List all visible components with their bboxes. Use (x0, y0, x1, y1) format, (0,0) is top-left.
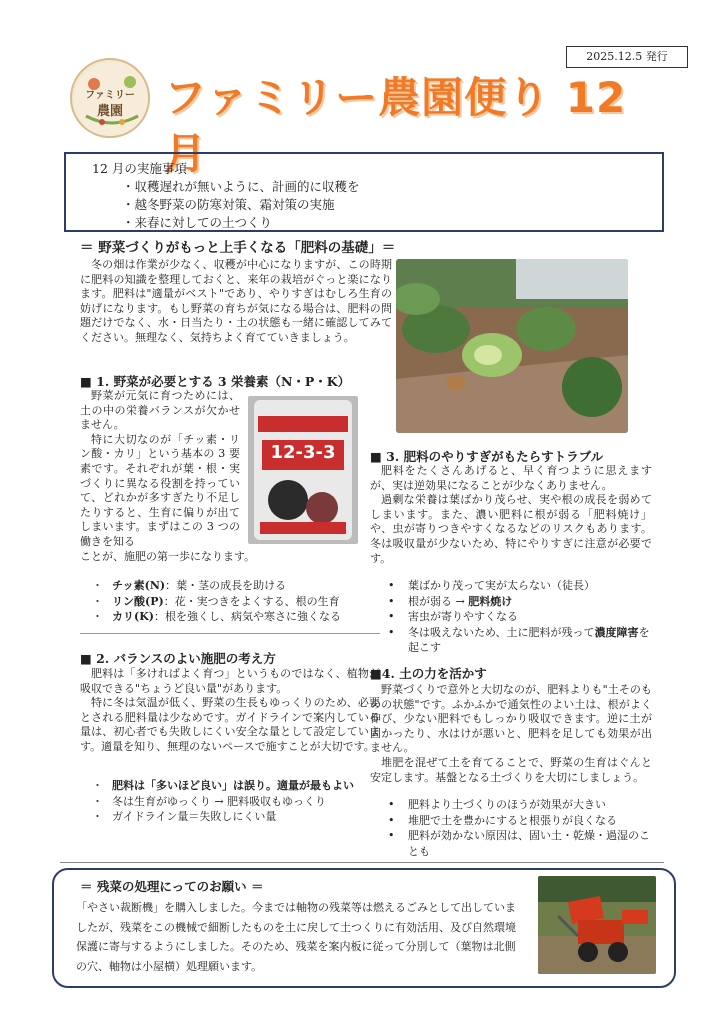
logo-line1: ファミリー (85, 90, 135, 101)
notice-heading: ＝ 残菜の処理にってのお願い ＝ (80, 879, 264, 894)
nutrient-key: チッ素(N) (112, 579, 166, 592)
nutrient-text: ：根を強くし、病気や寒さに強くなる (153, 610, 341, 623)
nutrient-list (92, 578, 372, 625)
list-item: • 根が弱る → 肥料焼け (388, 594, 513, 608)
section2-p2: 特に冬は気温が低く、野菜の生長もゆっくりのため、必要とされる肥料量は少なめです。ガイドラインで案内している量は、初心者でも失敗しにくい安全な量として設定しています。適量を知り、無理のないペースで施すことが大切です。 (80, 696, 380, 753)
nutrient-key: カリ(K) (112, 610, 154, 623)
section3-body (370, 464, 652, 566)
soil-list (388, 797, 658, 859)
list-item: • 害虫が寄りやすくなる (388, 610, 518, 623)
divider (80, 633, 380, 634)
list-item: ・ リン酸(P)：花・実つきをよくする、根の生育 (92, 594, 340, 608)
list-item-bold: 肥料焼け (468, 594, 513, 608)
section1-body (80, 389, 240, 550)
list-item: ・ 肥料は「多いほど良い」は誤り。適量が最もよい (92, 779, 354, 792)
newsletter-title: ファミリー農園便り 12 月 (164, 73, 627, 178)
divider (60, 862, 664, 863)
tasks-heading: 12 月の実施事項 (92, 161, 187, 176)
list-item: ・ チッ素(N)：葉・茎の成長を助ける (92, 579, 287, 592)
section3-p1: 肥料をたくさんあげると、早く育つように思えますが、実は逆効果になることが少なくありません。 (370, 464, 652, 492)
list-item-tail: を起こす (408, 625, 650, 654)
list-item: • 肥料が効かない原因は、固い土・乾燥・過湿のことも (388, 828, 658, 859)
logo-line2: 農園 (96, 104, 123, 119)
main-heading: ＝ 野菜づくりがもっと上手くなる「肥料の基礎」＝ (80, 240, 396, 256)
section1-body-a: 野菜が元気に育つためには、土の中の栄養バランスが欠かせません。 (80, 389, 240, 432)
list-item: ・ ガイドライン量＝失敗しにくい量 (92, 810, 277, 823)
list-item: ・ カリ(K)：根を強くし、病気や寒さに強くなる (92, 610, 341, 623)
balance-list (92, 778, 382, 825)
notice-body: 「やさい裁断機」を購入しました。今までは軸物の残菜等は燃えるごみとして出していましたが、残菜をこの機械で細断したものを土に戻して土つくりに有効活用、及び自然環境保護に寄与するようにしました。そのため、残菜を案内板に従って分別して（葉物は北側の穴、軸物は小屋横）処理願います。 (76, 901, 516, 973)
list-item-text: 害虫が寄りやすくなる (408, 610, 518, 623)
section3-heading: ■ 3. 肥料のやりすぎがもたらすトラブル (370, 449, 604, 464)
monthly-tasks-box (64, 152, 664, 232)
list-item-text: ガイドライン量＝失敗しにくい量 (112, 810, 277, 823)
bag-label: 12-3-3 (270, 442, 336, 463)
list-item: • 葉ばかり茂って実が太らない（徒長） (388, 579, 595, 592)
list-item-text: 根が弱る → (408, 594, 469, 608)
list-item-text: 肥料より土づくりのほうが効果が大きい (408, 798, 606, 811)
section2-p1: 肥料は「多ければよく育つ」というものではなく、植物が吸収できる"ちょうど良い量"があります。 (80, 667, 380, 695)
issue-date: 2025.12.5 発行 (566, 46, 688, 68)
section1-heading: ■ 1. 野菜が必要とする 3 栄養素（N・P・K） (80, 374, 351, 389)
list-item-text: 冬は吸えないため、土に肥料が残って (408, 625, 595, 639)
section4-heading: ■4. 土の力を活かす (370, 666, 487, 681)
task-item: ・収穫遅れが無いように、計画的に収穫を (122, 179, 360, 194)
list-item: • 冬は吸えないため、土に肥料が残って濃度障害を起こす (388, 625, 650, 654)
section3-p2: 過剰な栄養は葉ばかり茂らせ、実や根の成長を弱めてしまいます。また、濃い肥料に根が弱る「肥料焼け」や、虫が寄りつきやすくなるなどのリスクもあります。冬は吸収量が少ないため、特にやりすぎに注意が必要です。 (370, 493, 652, 565)
section2-body (80, 667, 380, 755)
section2-heading: ■ 2. バランスのよい施肥の考え方 (80, 651, 276, 666)
section4-p1: 野菜づくりで意外と大切なのが、肥料よりも"土そのものの状態"です。ふかふかで通気性のよい土は、根がよく伸び、少ない肥料でもしっかり吸収できます。逆に土が固かったり、水はけが悪いと、肥料を足しても効果が出ません。 (370, 683, 652, 755)
task-item: ・来春に対しての土つくり (122, 215, 273, 230)
nutrient-key: リン酸(P) (112, 594, 164, 608)
section1-body-c: ことが、施肥の第一歩になります。 (80, 550, 256, 563)
overfertilizing-list (388, 578, 658, 656)
nutrient-text: ：花・実つきをよくする、根の生育 (163, 594, 340, 608)
list-item: ・ 冬は生育がゆっくり → 肥料吸収もゆっくり (92, 794, 326, 808)
intro-paragraph: 冬の畑は作業が少なく、収穫が中心になりますが、この時期に肥料の知識を整理しておくと、来年の栽培がぐっと楽になります。肥料は"適量がベスト"であり、やりすぎはむしろ生育の妨げになります。もし野菜の育ちが気になる場合は、肥料の問題だけでなく、水・日当たり・土の状態も一緒に確認してみてください。無理なく、気持ちよく育てていきましょう。 (80, 258, 392, 344)
list-item-bold: 濃度障害 (594, 625, 639, 639)
list-item-bold: 肥料は「多いほど良い」は誤り。適量が最もよい (112, 779, 354, 792)
list-item-text: 堆肥で土を豊かにすると根張りが良くなる (408, 813, 617, 827)
list-item-text: 冬は生育がゆっくり → 肥料吸収もゆっくり (112, 794, 326, 808)
section4-p2: 堆肥を混ぜて土を育てることで、野菜の生育はぐんと安定します。基盤となる土づくりを大切にしましょう。 (370, 755, 652, 784)
section1-body-b: 特に大切なのが「チッ素・リン酸・カリ」という基本の 3 要素です。それぞれが葉・根・実づくりに異なる役割を持っていて、どれかが多すぎたり不足したりすると、生育に偏りが出てしまいます。まずはこの 3 つの働きを知る (80, 432, 240, 548)
section4-body (370, 683, 652, 785)
farm-logo-icon (70, 58, 150, 138)
task-item: ・越冬野菜の防寒対策、霜対策の実施 (122, 197, 335, 212)
cabbage-field-photo (396, 259, 628, 433)
vegetable-shredder-photo (538, 876, 656, 974)
nutrient-text: ：葉・茎の成長を助ける (165, 579, 287, 592)
list-item-text: 葉ばかり茂って実が太らない（徒長） (408, 579, 595, 592)
list-item-text: 肥料が効かない原因は、固い土・乾燥・過湿のことも (408, 829, 650, 858)
list-item: • 肥料より土づくりのほうが効果が大きい (388, 798, 606, 811)
fertilizer-bag-photo (248, 396, 358, 544)
list-item: • 堆肥で土を豊かにすると根張りが良くなる (388, 813, 617, 827)
